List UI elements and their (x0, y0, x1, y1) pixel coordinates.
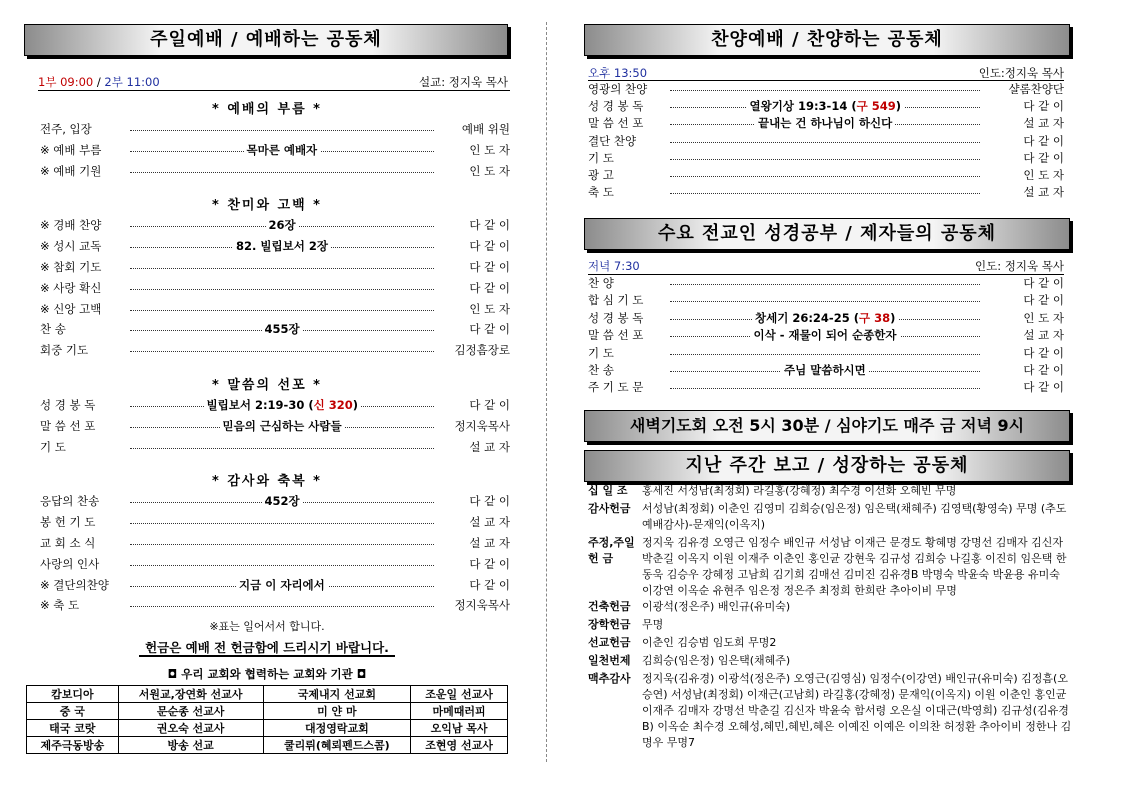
wednesday-time: 저녁 7:30 (588, 259, 640, 273)
dotted-leader (130, 289, 434, 290)
standing-mark: ※ (40, 598, 50, 613)
program-item-label: 합 심 기 도 (588, 293, 644, 308)
partner-cell: 권오숙 선교사 (118, 720, 263, 737)
praise-leader: 인도:정지욱 목사 (978, 66, 1064, 80)
program-row (40, 120, 510, 138)
program-item-label: 기 도 (588, 150, 614, 165)
program-item-label: 사랑의 인사 (40, 556, 100, 571)
program-item-name (40, 596, 79, 614)
report-text: 이춘인 김승범 임도희 무명2 (642, 636, 777, 649)
dotted-leader (130, 544, 434, 545)
offering-note (24, 638, 510, 656)
program-item-label: 축 도 (49, 598, 80, 613)
program-detail (124, 596, 440, 614)
program-item-name (588, 378, 643, 396)
partner-row (27, 703, 508, 720)
program-detail-main: 목마른 예배자 (246, 142, 318, 157)
wednesday-leader: 인도: 정지욱 목사 (975, 259, 1064, 273)
program-detail (664, 344, 986, 362)
program-item-name (40, 396, 95, 414)
report-text: 서성남(최정회) 이춘인 김영미 김희승(임은정) 임은택(채혜주) 김영택(황영숙) 무명 (추도예배감사)-문재익(이옥지) (642, 502, 1067, 531)
program-row (40, 162, 510, 180)
program-item-label: 기 도 (40, 439, 66, 454)
program-row (40, 279, 510, 297)
standing-mark: ※ (40, 142, 50, 157)
program-leader: 다 같 이 (469, 577, 510, 592)
program-leader: 다 같 이 (1023, 133, 1064, 148)
program-item-label: 찬 송 (40, 322, 66, 337)
report-text: 이광석(정은주) 배인규(유미숙) (642, 600, 791, 613)
program-leader: 설 교 자 (1023, 328, 1064, 343)
program-leader: 다 같 이 (469, 322, 510, 337)
program-item-name (40, 438, 66, 456)
program-item-name (588, 183, 614, 201)
program-leader: 다 같 이 (1023, 276, 1064, 290)
program-leader: 다 같 이 (469, 218, 510, 233)
partner-cell: 조운일 선교사 (411, 686, 508, 703)
dotted-leader (670, 176, 980, 177)
program-row (40, 513, 510, 531)
program-item-name (40, 216, 101, 234)
program-item-name (588, 166, 614, 184)
report-label: 십 일 조 (588, 484, 628, 497)
program-row (40, 320, 510, 338)
dotted-leader (670, 284, 980, 285)
hymn-number: 신 320 (313, 398, 353, 412)
program-detail-text (262, 320, 303, 338)
program-detail (664, 166, 986, 184)
program-item-name (40, 341, 88, 359)
standing-mark: ※ (40, 260, 50, 274)
dotted-leader (670, 142, 980, 143)
program-detail-main: 이삭 - 재물이 되어 순종한자 (753, 328, 897, 343)
program-item-name (40, 320, 66, 338)
program-row (40, 555, 510, 573)
program-detail-text (220, 417, 345, 435)
program-detail (124, 555, 440, 573)
program-item-name (588, 309, 643, 327)
partner-cell: 대정영락교회 (263, 720, 411, 737)
partner-cell: 방송 선교 (118, 737, 263, 754)
program-item-name (40, 120, 92, 138)
service-header (38, 74, 508, 90)
program-detail (124, 513, 440, 531)
program-detail-text (233, 237, 331, 255)
program-leader: 인 도 자 (469, 301, 510, 316)
program-item-label: 교 회 소 식 (40, 536, 96, 550)
program-item-label: 예배 부름 (49, 142, 102, 157)
program-detail-main: 455장 (264, 322, 300, 337)
dotted-leader (670, 301, 980, 302)
program-leader: 설 교 자 (469, 536, 510, 550)
program-detail (124, 216, 440, 234)
dotted-leader (670, 90, 980, 91)
program-item-label: 축 도 (588, 185, 614, 200)
partner-row (27, 737, 508, 754)
program-leader: 샬롬찬양단 (1008, 82, 1064, 96)
standing-mark: ※ (40, 301, 50, 316)
program-detail-text (755, 114, 895, 132)
sunday-worship-banner (24, 24, 508, 56)
report-text: 홍세진 서성남(최정회) 라길홍(강혜정) 최수경 이선화 오혜빈 무명 (642, 484, 957, 497)
program-detail-text (751, 326, 900, 344)
program-item-label: 성 경 봉 독 (588, 310, 644, 325)
program-row (588, 80, 1064, 98)
program-leader: 설 교 자 (1023, 116, 1064, 131)
program-item-label: 찬 양 (588, 276, 614, 290)
report-label: 감사헌금 (588, 502, 631, 515)
program-item-label: 말 씀 선 포 (588, 116, 644, 131)
program-detail (124, 438, 440, 456)
report-text: 정지욱 김유경 오영근 임정수 배인규 서성남 이재근 문경도 황혜명 강명선 김매자 김신자 박춘길 이옥지 이원 이재주 이춘인 홍인균 강현욱 김규성 김희승 나길홍 이진히 임은택 한동욱 김승우 강혜정 고남희 김기희 김매선 김미진 김유경B 박명숙 박윤숙 박윤용 유미숙 이강연 이옥순 유현주 임은정 정은주 최정희 한희란 추아이비 무명 (642, 535, 1067, 597)
program-item-label: 광 고 (588, 168, 614, 182)
program-leader: 다 같 이 (469, 398, 510, 412)
dotted-leader (130, 268, 434, 269)
program-item-label: 회중 기도 (40, 343, 89, 358)
program-item-label: 말 씀 선 포 (588, 328, 644, 343)
wednesday-banner (584, 218, 1070, 250)
program-detail (664, 114, 986, 132)
program-leader: 다 같 이 (1023, 150, 1064, 165)
program-detail (124, 320, 440, 338)
program-item-label: 성 경 봉 독 (588, 99, 644, 114)
program-leader: 설 교 자 (1023, 185, 1064, 200)
program-row (588, 344, 1064, 362)
service-times (38, 74, 160, 90)
report-label: 일천번제 (588, 654, 631, 667)
program-row (588, 378, 1064, 396)
dotted-leader (130, 351, 434, 352)
partner-cell: 캄보디아 (27, 686, 119, 703)
program-row (40, 300, 510, 318)
program-detail (124, 300, 440, 318)
program-detail-main: 26장 (268, 218, 296, 233)
wednesday-title: 수요 전교인 성경공부 / 제자들의 공동체 (657, 223, 997, 244)
program-detail (124, 162, 440, 180)
program-row (588, 309, 1064, 327)
program-row (588, 326, 1064, 344)
program-detail-end: ) (352, 398, 358, 412)
program-item-label: 영광의 찬양 (588, 82, 648, 96)
section-heading: * 감사와 축복 * (212, 474, 322, 490)
program-detail-main: 주님 말씀하시면 (784, 363, 866, 377)
hymn-number: 구 38 (858, 310, 891, 325)
praise-header (588, 65, 1064, 81)
program-item-label: 참회 기도 (49, 260, 102, 274)
header-rule (38, 90, 510, 91)
program-detail-text (266, 216, 299, 234)
partner-cell: 중 국 (27, 703, 119, 720)
program-detail (664, 97, 986, 115)
standing-mark: ※ (40, 239, 50, 254)
program-item-label: 응답의 찬송 (40, 494, 100, 509)
program-detail-text (236, 576, 328, 594)
program-leader: 다 같 이 (1023, 99, 1064, 114)
partner-cell: 국제내지 선교회 (263, 686, 411, 703)
service-time-separator: / (93, 75, 105, 89)
preacher-label: 설교: 정지욱 목사 (419, 75, 508, 89)
partner-heading: ◘ 우리 교회와 협력하는 교회와 기관 ◘ (167, 667, 367, 681)
program-detail-main: 창세기 26:24-25 ( (755, 310, 859, 325)
second-service-time: 2부 11:00 (104, 75, 160, 89)
partner-cell: 미 얀 마 (263, 703, 411, 720)
report-banner (584, 450, 1070, 482)
report-text: 김희승(임은정) 임은택(채혜주) (642, 654, 791, 667)
standing-mark: ※ (40, 280, 50, 295)
wednesday-header (588, 258, 1064, 274)
program-row (40, 576, 510, 594)
report-text: 정지욱(김유경) 이광석(정은주) 오영근(김영심) 임정수(이강연) 배인규(유미숙) 김정흠(오승연) 서성남(최정회) 이재근(고남희) 라길홍(강혜정) 문재익(이옥지) 이원 이춘인 홍인균 이재주 김매자 강명선 박춘길 김신자 박윤숙 함서령 오은실 이대근(박영희) 김규성(김유경B) 이옥순 최수경 오혜성,혜민,혜빈,혜은 이예진 이예은 이의찬 허정환 추아이비 정한나 김명우 무명7 (642, 672, 1072, 749)
partner-cell: 쿨리뤼(혜뢰펜드스콤) (263, 737, 411, 754)
program-leader: 인 도 자 (1023, 310, 1064, 325)
program-item-label: 경배 찬양 (49, 218, 102, 233)
program-item-label: 성시 교독 (49, 239, 102, 254)
program-detail (664, 183, 986, 201)
program-row (40, 417, 510, 435)
program-item-name (40, 513, 95, 531)
program-detail (124, 120, 440, 138)
praise-worship-title: 찬양예배 / 찬양하는 공동체 (711, 29, 943, 50)
program-row (40, 216, 510, 234)
section-heading: * 찬미와 고백 * (212, 198, 322, 214)
program-detail-main: 믿음의 근심하는 사람들 (222, 418, 342, 433)
partner-table (26, 685, 508, 754)
offering-note-text: 헌금은 예배 전 헌금함에 드리시기 바랍니다. (139, 640, 395, 657)
partner-cell: 조현영 선교사 (411, 737, 508, 754)
program-item-name (40, 237, 101, 255)
program-item-name (588, 344, 614, 362)
report-label: 선교헌금 (588, 636, 631, 649)
program-leader: 설 교 자 (469, 439, 510, 454)
program-detail-text (752, 309, 898, 327)
program-leader: 다 같 이 (1023, 345, 1064, 360)
program-item-name (588, 80, 647, 98)
sunday-worship-title: 주일예배 / 예배하는 공동체 (150, 29, 382, 50)
program-detail-main: 끝내는 건 하나님이 하신다 (758, 116, 893, 131)
partner-cell: 태국 코랏 (27, 720, 119, 737)
partner-row (27, 720, 508, 737)
program-row (588, 166, 1064, 184)
program-leader: 정지욱목사 (454, 598, 510, 613)
program-detail (124, 492, 440, 510)
dotted-leader (130, 606, 434, 607)
program-leader: 다 같 이 (1023, 380, 1064, 395)
dotted-leader (670, 159, 980, 160)
standing-mark: ※ (40, 218, 50, 233)
program-leader: 정지욱목사 (454, 418, 510, 433)
program-item-name (588, 132, 636, 150)
program-detail (124, 237, 440, 255)
section-heading: * 말씀의 선포 * (212, 378, 322, 393)
program-item-label: 예배 기원 (49, 163, 102, 178)
report-title: 지난 주간 보고 / 성장하는 공동체 (685, 455, 969, 476)
program-detail (664, 291, 986, 309)
program-item-name (588, 97, 643, 115)
program-row (40, 258, 510, 276)
prayer-banner-text: 새벽기도회 오전 5시 30분 / 심야기도 매주 금 저녁 9시 (629, 416, 1025, 435)
program-detail (664, 326, 986, 344)
program-row (40, 141, 510, 159)
program-detail (664, 132, 986, 150)
program-row (40, 237, 510, 255)
program-item-label: 사랑 확신 (49, 280, 102, 295)
page-divider (546, 22, 547, 762)
program-leader: 다 같 이 (469, 260, 510, 274)
program-detail (124, 279, 440, 297)
program-item-label: 결단 찬양 (588, 133, 637, 148)
dotted-leader (130, 310, 434, 311)
report-label: 장학헌금 (588, 618, 631, 631)
partner-row (27, 686, 508, 703)
program-detail-main: 82. 빌립보서 2장 (236, 239, 328, 254)
program-item-label: 신앙 고백 (49, 301, 102, 316)
dotted-leader (670, 388, 980, 389)
praise-time: 오후 13:50 (588, 66, 648, 80)
program-leader: 인 도 자 (1023, 168, 1064, 182)
program-item-name (40, 279, 101, 297)
program-detail (124, 417, 440, 435)
program-detail-text (781, 361, 869, 379)
standing-mark: ※ (40, 163, 50, 178)
program-detail (664, 361, 986, 379)
program-leader: 다 같 이 (469, 556, 510, 571)
program-item-label: 기 도 (588, 345, 614, 360)
program-leader: 설 교 자 (469, 515, 510, 530)
dotted-leader (130, 448, 434, 449)
program-item-label: 결단의찬양 (49, 577, 109, 592)
program-detail-end: ) (895, 99, 901, 114)
program-row (588, 132, 1064, 150)
program-row (588, 361, 1064, 379)
program-leader: 인 도 자 (469, 163, 510, 178)
program-row (40, 396, 510, 414)
praise-worship-banner (584, 24, 1070, 56)
report-text: 무명 (642, 618, 664, 631)
program-detail-main: 452장 (264, 494, 300, 509)
report-label: 맥추감사 (588, 672, 631, 685)
hymn-number: 구 549 (856, 99, 896, 114)
program-row (588, 149, 1064, 167)
program-row (40, 596, 510, 614)
program-item-name (40, 417, 95, 435)
program-row (40, 341, 510, 359)
dotted-leader (670, 193, 980, 194)
program-detail-text (747, 97, 904, 115)
section-heading: * 예배의 부름 * (212, 102, 322, 117)
partner-cell: 마메때러피 (411, 703, 508, 720)
program-row (40, 492, 510, 510)
program-detail (664, 378, 986, 396)
program-item-name (40, 300, 101, 318)
dotted-leader (670, 354, 980, 355)
program-detail-text (262, 492, 303, 510)
program-detail (664, 149, 986, 167)
program-leader: 김정흠장로 (454, 343, 510, 358)
program-item-label: 말 씀 선 포 (40, 418, 96, 433)
program-detail-main: 빌립보서 2:19-30 ( (206, 398, 314, 412)
dotted-leader (130, 523, 434, 524)
program-detail-text (244, 141, 321, 159)
program-detail (124, 534, 440, 552)
program-row (588, 291, 1064, 309)
program-detail-text (204, 396, 361, 414)
partner-cell: 제주극동방송 (27, 737, 119, 754)
program-detail-main: 지금 이 자리에서 (239, 577, 325, 592)
program-detail (664, 80, 986, 98)
program-item-name (40, 534, 95, 552)
program-row (588, 97, 1064, 115)
program-item-label: 찬 송 (588, 363, 614, 377)
program-item-name (40, 576, 109, 594)
program-row (588, 183, 1064, 201)
program-item-name (588, 291, 643, 309)
program-row (40, 534, 510, 552)
prayer-banner (584, 410, 1070, 442)
program-leader: 다 같 이 (469, 239, 510, 254)
program-leader: 다 같 이 (469, 494, 510, 509)
program-item-name (588, 274, 614, 292)
program-item-name (40, 141, 101, 159)
first-service-time: 1부 09:00 (38, 75, 94, 89)
program-detail (124, 341, 440, 359)
program-item-label: 전주, 입장 (40, 122, 92, 136)
program-item-label: 봉 헌 기 도 (40, 515, 96, 530)
program-item-name (40, 162, 101, 180)
program-item-name (588, 149, 614, 167)
program-item-name (588, 326, 643, 344)
program-leader: 다 같 이 (1023, 293, 1064, 308)
partner-cell: 서원교,장연화 선교사 (118, 686, 263, 703)
program-detail-end: ) (890, 310, 896, 325)
program-item-name (40, 492, 99, 510)
dotted-leader (130, 565, 434, 566)
program-leader: 다 같 이 (469, 280, 510, 295)
program-leader: 인 도 자 (469, 142, 510, 157)
program-item-label: 주 기 도 문 (588, 380, 644, 395)
partner-cell: 문순종 선교사 (118, 703, 263, 720)
program-detail (124, 396, 440, 414)
report-label: 건축헌금 (588, 600, 631, 613)
program-detail (664, 274, 986, 292)
standing-mark: ※ (40, 577, 50, 592)
program-detail (124, 576, 440, 594)
report-label: 주정,주일 헌 금 (588, 535, 635, 565)
program-item-name (40, 555, 99, 573)
dotted-leader (130, 172, 434, 173)
program-row (588, 114, 1064, 132)
program-detail (124, 258, 440, 276)
program-detail (124, 141, 440, 159)
partner-cell: 오익남 목사 (411, 720, 508, 737)
dotted-leader (130, 130, 434, 131)
program-detail (664, 309, 986, 327)
program-leader: 예배 위원 (461, 122, 510, 136)
program-item-name (588, 361, 614, 379)
program-item-name (588, 114, 643, 132)
program-row (588, 274, 1064, 292)
program-leader: 다 같 이 (1023, 363, 1064, 377)
program-detail-main: 열왕기상 19:3-14 ( (749, 99, 857, 114)
program-item-label: 성 경 봉 독 (40, 398, 96, 412)
standing-note: ※표는 일어서서 합니다. (209, 620, 325, 633)
program-item-name (40, 258, 101, 276)
program-row (40, 438, 510, 456)
